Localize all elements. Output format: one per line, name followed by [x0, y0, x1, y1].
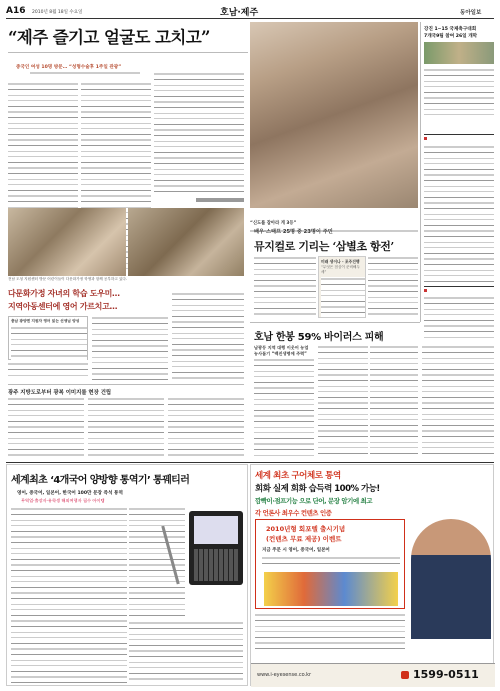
event-text [262, 556, 400, 568]
lead-photo-caption [250, 209, 418, 226]
multicultural-body-col0 [8, 362, 88, 380]
bottom-story-rule [8, 384, 244, 385]
music-body-col2 [368, 256, 418, 318]
lead-byline [196, 198, 244, 202]
multicultural-photo-1 [8, 208, 126, 276]
music-box-sub: “무엇은 점심이 준비해두세” [321, 265, 360, 274]
ad-left-subtitle: 영어, 중국어, 일본어, 한국어 100만 문장 즉석 통역 [17, 491, 123, 496]
event-title: 2010년형 회포텔 출시기념 [266, 525, 346, 533]
device-image [189, 511, 243, 585]
lead-photo [250, 22, 418, 208]
honam-kicker: 남광등 지역 대행 이웃어 농업 [254, 345, 309, 350]
multicultural-body-col2 [172, 292, 244, 380]
ad-left-title: 세계최초 ‘4개국어 양방향 통역기’ 통꿰티러 [11, 475, 190, 486]
honam-body-col1 [254, 358, 314, 458]
multicultural-box-text [11, 326, 87, 360]
sidebar-item1: 강진 1~15 국제축구대회 [424, 27, 477, 32]
phone-icon [401, 671, 409, 679]
event-products [264, 572, 398, 606]
sidebar-text1 [424, 68, 494, 118]
ad-phone: 1599-0511 [413, 668, 479, 681]
lead-subhead-line [30, 71, 140, 75]
paper-name: 동아일보 [460, 10, 482, 16]
ad-right-text [255, 613, 405, 653]
page-number: A16 [6, 6, 26, 16]
ad-right-event-box [255, 519, 405, 609]
sidebar-text3 [424, 296, 494, 340]
ad-left-text-col3 [129, 621, 243, 683]
ad-top-rule [6, 462, 494, 463]
honam-rule [250, 322, 420, 323]
ad-right-footer [251, 663, 495, 687]
bottom-story-col3 [168, 397, 244, 457]
bottom-story-col1 [8, 397, 84, 457]
multicultural-box-title: 충남 광양엔 지원자 영어 읽는 선생님 양성 [11, 319, 80, 323]
multicultural-box [8, 316, 88, 360]
bottom-story-col2 [88, 397, 164, 457]
section-title: 호남·제주 [220, 8, 259, 18]
people-icon [424, 289, 427, 292]
sidebar-item2: 7개국9팀 참여 26일 개막 [424, 34, 478, 39]
honam-body-col2 [318, 345, 368, 458]
event-line: 지금 주문 시 영어, 중국어, 일본어 [262, 548, 330, 553]
music-kicker: 배우·스태프 25명 중 23명이 주민 [254, 229, 333, 235]
honam-body-col3 [370, 345, 418, 458]
device-screen [194, 516, 238, 544]
honam-subkicker: 농사돕기 “백진생명에 주력” [254, 351, 307, 356]
lead-rule [8, 52, 248, 53]
music-box [318, 256, 366, 318]
ad-left-text-col2 [129, 507, 185, 617]
lead-subhead: 중국인 여성 10명 방문… “성형수술후 1주일 관광” [16, 65, 122, 70]
music-box-text [321, 277, 365, 317]
honam-body-col4 [422, 345, 494, 458]
ad-right [250, 464, 494, 686]
ad-left-text-col1 [11, 507, 127, 683]
sidebar-rule [420, 22, 421, 322]
event-sub: (컨텐츠 무료 제공) 이벤트 [266, 535, 342, 543]
ad-left [6, 464, 248, 686]
multicultural-subhead: 지역아동센터에 영어 가르치고… [8, 302, 118, 311]
music-headline: 뮤지컬로 기리는 ‘삼별초 항전’ [254, 240, 394, 253]
bottom-story-headline: 광주 지방도로부터 광복 이미지를 현장 건립 [8, 390, 112, 396]
music-box-title: 미래 생이나 - 포주진행 [321, 259, 360, 264]
device-keypad [194, 549, 238, 581]
event-board-icon [424, 137, 427, 140]
sidebar-label-event [424, 134, 494, 142]
lead-headline: “제주 즐기고 얼굴도 고치고” [8, 28, 210, 47]
ad-website: www.i-eyesense.co.kr [257, 672, 312, 678]
masthead-rule [6, 18, 494, 19]
honam-headline: 호남 한봉 59% 바이러스 피해 [254, 332, 384, 343]
man-photo [411, 519, 491, 639]
ad-left-subtitle2: 무역업·출장자·유학생 해외여행자 필수 아이템 [21, 498, 105, 503]
ad-right-banner2: 회화 실제 회화 습득력 100% 가능! [255, 484, 380, 494]
caption-2: “신도를 잡아라 게 3등” [250, 221, 297, 226]
ad-right-banner1: 세계 최초 구어체로 통역 [255, 471, 341, 481]
sidebar-photo [424, 42, 494, 64]
sidebar-label-people [424, 286, 494, 294]
ad-right-banner3: 깜빡이·점프기능 으로 단어, 문장 암기에 최고 [255, 497, 373, 505]
lead-body-col3 [154, 72, 244, 197]
music-body-col1 [254, 256, 316, 318]
multicultural-body-col1 [92, 316, 168, 380]
sidebar-text2 [424, 145, 494, 283]
multicultural-photo-2 [128, 208, 244, 276]
multicultural-headline: 다문화가정 자녀의 학습 도우미… [8, 289, 120, 298]
ad-right-banner4: 각 언론사 최우수 컨텐츠 인증 [255, 509, 332, 517]
photo-caption-1: 전남 도청 지원센터 방문 어린이들이 다문화가정 학생과 함께 공부하고 있다. [8, 277, 128, 281]
issue-date: 2010년 8월 18일 수요일 [32, 10, 83, 15]
